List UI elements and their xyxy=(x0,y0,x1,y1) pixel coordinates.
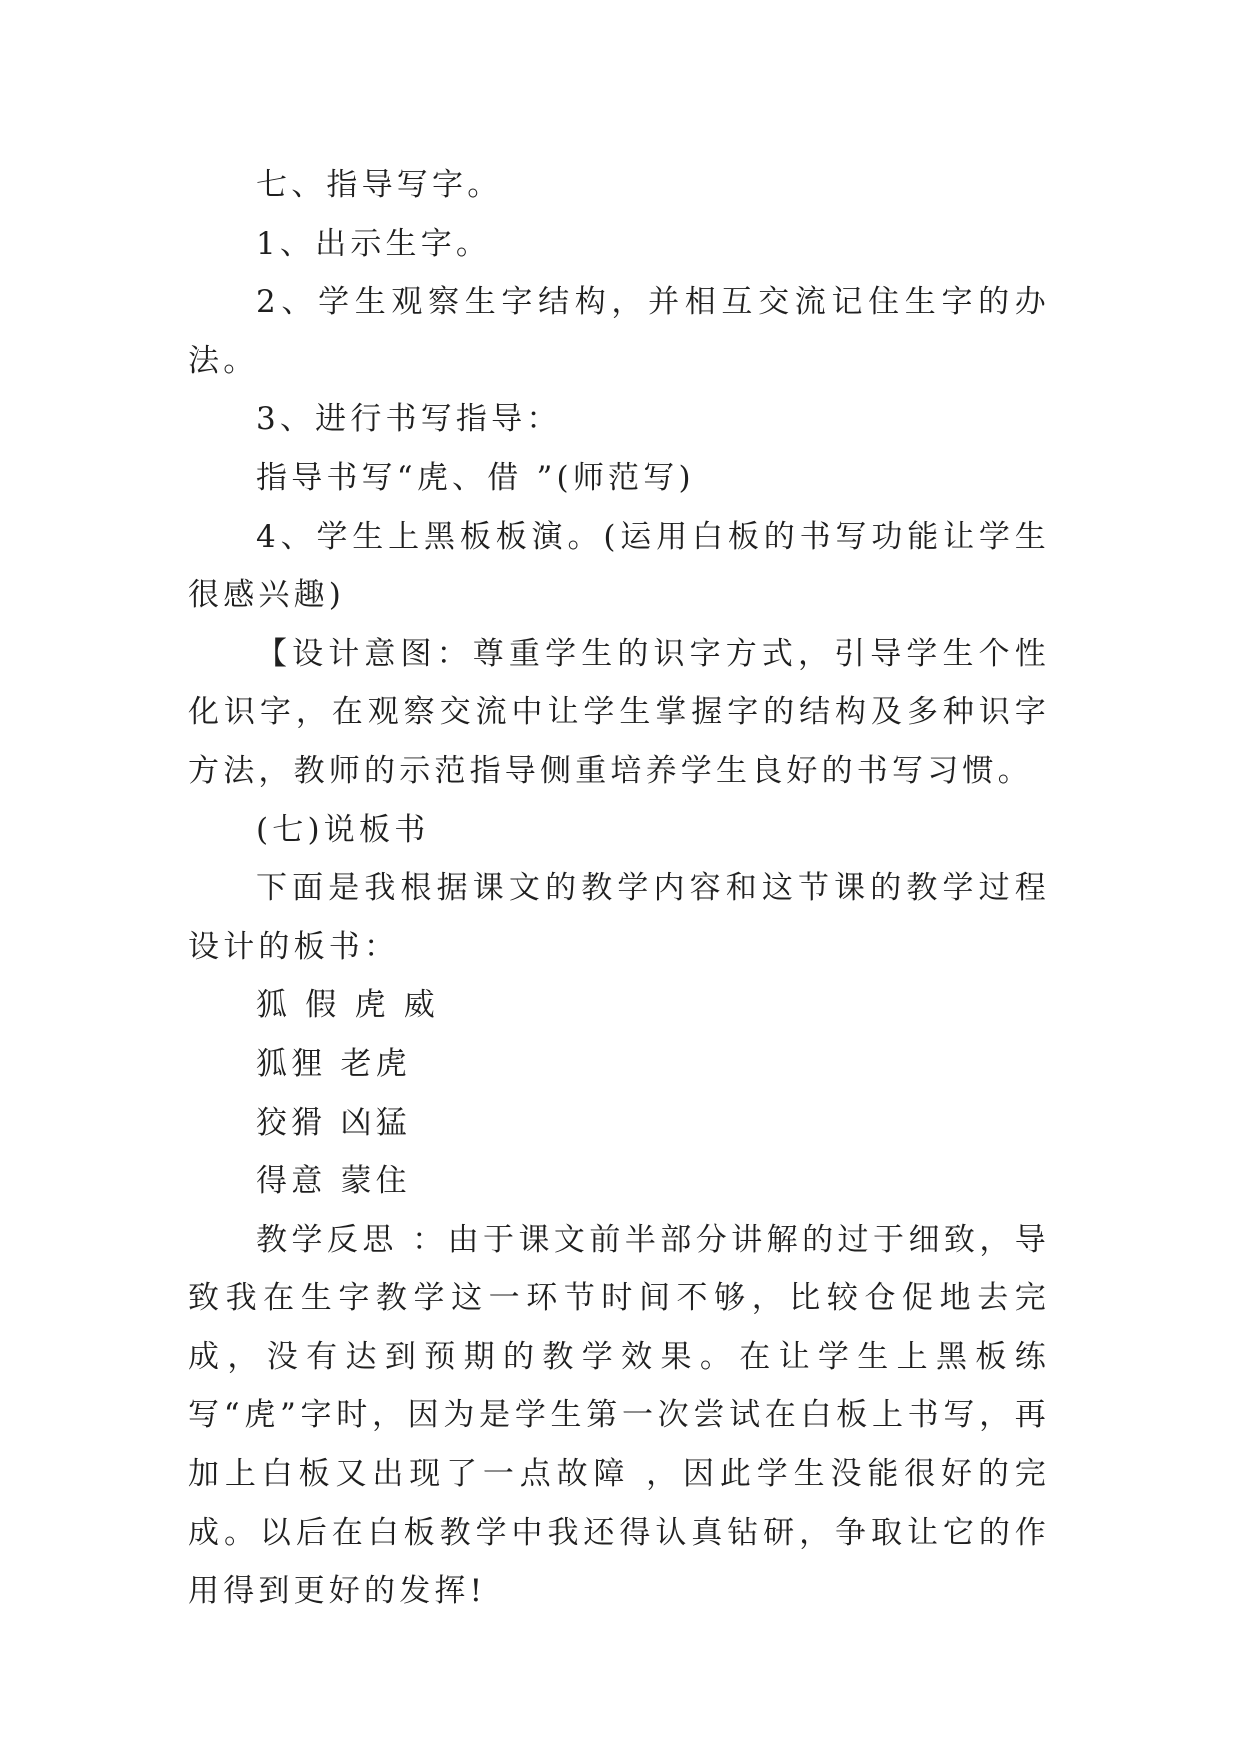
paragraph: 2、学生观察生字结构，并相互交流记住生字的办法。 xyxy=(188,284,1050,379)
document-body xyxy=(188,156,1050,1621)
paragraph: 七、指导写字。 xyxy=(256,167,503,203)
paragraph: 狐狸 老虎 xyxy=(256,1045,411,1082)
paragraph: 1、出示生字。 xyxy=(256,225,492,262)
paragraph: 下面是我根据课文的教学内容和这节课的教学过程设计的板书： xyxy=(188,870,1050,965)
paragraph: 4、学生上黑板板演。(运用白板的书写功能让学生很感兴趣) xyxy=(188,518,1050,614)
paragraph: 得意 蒙住 xyxy=(256,1163,411,1200)
paragraph: 教学反思 ：由于课文前半部分讲解的过于细致，导致我在生字教学这一环节时间不够，比较仓促地去完成，没有达到预期的教学效果。在让学生上黑板练写“虎”字时，因为是学生第一次尝试在白板上书写，再加上白板又出现了一点故障 ，因此学生没能很好的完成。以后在白板教学中我还得认真钻研，争取让它的作用得到更好的发挥! xyxy=(188,1221,1050,1610)
paragraph: 狐 假 虎 威 xyxy=(256,987,439,1024)
paragraph: (七)说板书 xyxy=(256,811,430,848)
paragraph: 【设计意图：尊重学生的识字方式，引导学生个性化识字，在观察交流中让学生掌握字的结构及多种识字方法，教师的示范指导侧重培养学生良好的书写习惯。 xyxy=(188,635,1050,789)
paragraph: 3、进行书写指导： xyxy=(256,401,562,438)
paragraph: 指导书写“虎、借 ”(师范写) xyxy=(256,459,695,496)
paragraph: 狡猾 凶猛 xyxy=(256,1104,411,1141)
